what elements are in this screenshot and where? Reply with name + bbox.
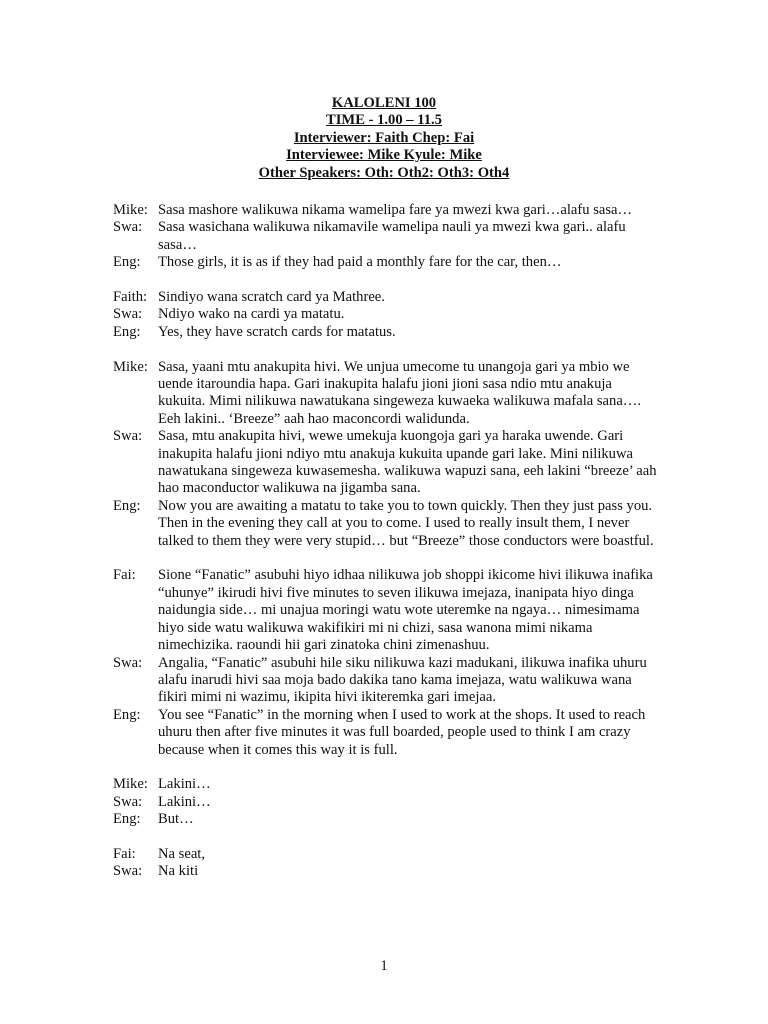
utterance-text: Lakini… xyxy=(158,776,211,793)
transcript-body xyxy=(113,202,658,898)
dialogue-line xyxy=(113,202,658,219)
dialogue-line xyxy=(113,289,658,306)
utterance-text: Sasa wasichana walikuwa nikamavile wamelipa nauli ya mwezi kwa gari.. alafu sasa… xyxy=(158,219,626,253)
speaker-label: Mike: xyxy=(113,202,148,218)
transcript-header xyxy=(0,95,768,182)
utterance-text: Yes, they have scratch cards for matatus. xyxy=(158,323,396,340)
dialogue-line xyxy=(113,846,658,863)
utterance-text: You see “Fanatic” in the morning when I used to work at the shops. It used to reach uhuru then after five minutes it was full boarded, people used to think I am crazy because when it comes this way it is full. xyxy=(158,706,646,758)
header-interviewer: Interviewer: Faith Chep: Fai xyxy=(293,129,475,146)
dialogue-line xyxy=(113,428,658,498)
speaker-label: Mike: xyxy=(113,358,148,375)
speaker-label: Swa: xyxy=(113,306,143,323)
utterance-text: But… xyxy=(158,811,194,828)
speaker-label: Mike: xyxy=(113,776,148,793)
dialogue-line xyxy=(113,655,658,707)
dialogue-line xyxy=(113,567,658,654)
utterance-text: Sione “Fanatic” asubuhi hiyo idhaa nilikuwa job shoppi ikicome hivi ilikuwa inafika “uhunye” ikirudi hivi five minutes to seven ilikuwa imejaza, inanipata hiyo dinga naidungia side… mi unajua moringi watu wote uteremke na ngaya… nimesimama hiyo side watu walikuwa wakifikiri mi ni chizi, sasa wanona mimi nikama nimechizika. raoundi hii gari zinatoka chini zimenashuu. xyxy=(158,567,653,654)
page-number: 1 xyxy=(380,958,388,974)
speaker-label: Swa: xyxy=(113,654,143,671)
speaker-label: Eng: xyxy=(113,323,141,340)
dialogue-line xyxy=(113,254,658,271)
utterance-text: Na kiti xyxy=(158,863,199,880)
utterance-text: Sasa, yaani mtu anakupita hivi. We unjua umecome tu unangoja gari ya mbio we uende itaroundia hapa. Gari inakupita halafu jioni jioni sasa ndio mtu anakuja kukuita. Mimi nilikuwa nawatukana singeweza kuwaeka walikuwa mafala sana…. Eeh lakini.. ‘Breeze” aah hao maconcordi walidunda. xyxy=(158,358,642,427)
dialogue-line xyxy=(113,324,658,341)
speaker-label: Eng: xyxy=(113,811,141,828)
utterance-text: Sindiyo wana scratch card ya Mathree. xyxy=(158,289,385,306)
dialogue-line xyxy=(113,811,658,828)
speaker-label: Fai: xyxy=(113,567,136,584)
dialogue-line xyxy=(113,306,658,323)
speaker-label: Eng: xyxy=(113,254,141,271)
dialogue-line xyxy=(113,707,658,759)
header-other-speakers: Other Speakers: Oth: Oth2: Oth3: Oth4 xyxy=(258,164,510,181)
speaker-label: Eng: xyxy=(113,497,141,514)
utterance-text: Sasa mashore walikuwa nikama wamelipa fare ya mwezi kwa gari…alafu sasa… xyxy=(158,202,633,218)
utterance-text: Those girls, it is as if they had paid a monthly fare for the car, then… xyxy=(158,254,562,271)
speaker-label: Swa: xyxy=(113,793,143,810)
speaker-label: Swa: xyxy=(113,428,143,445)
utterance-text: Now you are awaiting a matatu to take you to town quickly. Then they just pass you. Then in the evening they call at you to come. I used to really insult them, I never talked to them they were very stupid… but “Breeze” those conductors were boastful. xyxy=(158,497,654,549)
speaker-label: Eng: xyxy=(113,706,141,723)
dialogue-line xyxy=(113,219,658,254)
utterance-text: Sasa, mtu anakupita hivi, wewe umekuja kuongoja gari ya haraka uwende. Gari inakupita halafu jioni ndiyo mtu anakuja kukuita upande gari lake. Mini nilikuwa nawatukana singeweza kuwasemesha. walikuwa wapuzi sana, eeh lakini “breeze’ aah hao maconductor walikuwa na jigamba sana. xyxy=(158,428,657,497)
dialogue-block xyxy=(113,567,658,758)
utterance-text: Na seat, xyxy=(158,845,206,862)
dialogue-line xyxy=(113,498,658,550)
utterance-text: Angalia, “Fanatic” asubuhi hile siku nilikuwa kazi madukani, ilikuwa inafika uhuru alafu inarudi hivi saa moja bado dakika tano kama imejaza, watu walikuwa wana fikiri mimi ni wazimu, ikipita hivi ikiteremka gari imejaa. xyxy=(158,654,647,706)
utterance-text: Ndiyo wako na cardi ya matatu. xyxy=(158,306,345,323)
header-time: TIME - 1.00 – 11.5 xyxy=(326,112,442,129)
speaker-label: Swa: xyxy=(113,863,143,880)
dialogue-line xyxy=(113,794,658,811)
dialogue-line xyxy=(113,776,658,793)
dialogue-line xyxy=(113,863,658,880)
header-title: KALOLENI 100 xyxy=(331,95,437,111)
speaker-label: Fai: xyxy=(113,845,136,862)
utterance-text: Lakini… xyxy=(158,793,211,810)
dialogue-block xyxy=(113,202,658,272)
dialogue-block xyxy=(113,776,658,828)
header-interviewee: Interviewee: Mike Kyule: Mike xyxy=(286,147,482,164)
dialogue-block xyxy=(113,359,658,550)
speaker-label: Swa: xyxy=(113,219,143,236)
dialogue-block xyxy=(113,289,658,341)
dialogue-line xyxy=(113,359,658,429)
dialogue-block xyxy=(113,846,658,881)
speaker-label: Faith: xyxy=(113,289,148,306)
